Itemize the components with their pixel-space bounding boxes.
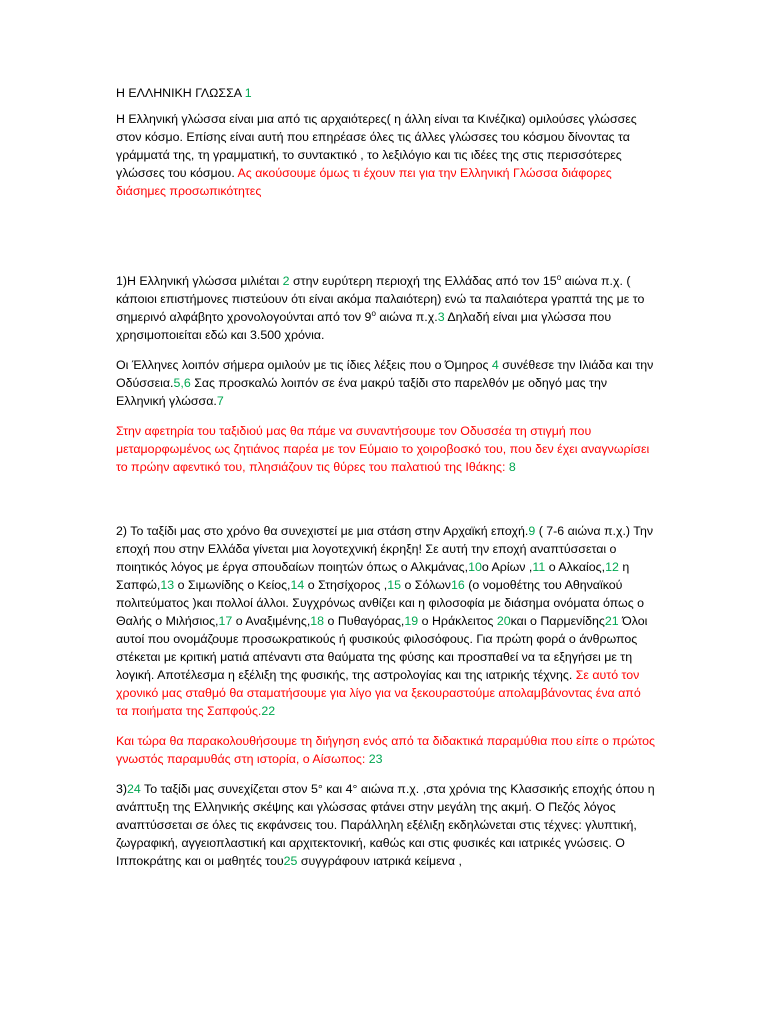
s1-text-a: 1)Η Ελληνική γλώσσα μιλιέται — [116, 274, 280, 288]
document-title — [116, 84, 656, 102]
section1-paragraph2 — [116, 356, 656, 410]
s3-text-c: συγγράφουν ιατρικά κείμενα , — [300, 854, 462, 868]
s1-text-c: αιώνα π.χ. ( κάποιοι επιστήμονες πιστεύουν ότι είναι ακόμα παλαιότερη) ενώ τα παλαιότερα γραπτά της με το σημερινό αλφάβητο χρονολογούνται από τον 9 — [116, 274, 645, 324]
s2-red-text: Σε αυτό τον χρονικό μας σταθμό θα σταματήσουμε για λίγο για να ξεκουραστούμε απολαμβάνοντας ένα από τα ποιήματα της Σαπφούς. — [116, 668, 641, 718]
title-text: Η ΕΛΛΗΝΙΚΗ ΓΛΩΣΣΑ — [116, 86, 242, 100]
ref-21: 21 — [604, 614, 619, 628]
ref-23: 23 — [368, 752, 383, 766]
ref-10: 10 — [468, 560, 482, 574]
s2-text-k: ο Πυθαγόρας, — [327, 614, 405, 628]
document-body — [116, 84, 656, 870]
intro-text: Η Ελληνική γλώσσα είναι μια από τις αρχαιότερες( η άλλη είναι τα Κινέζικα) ομιλούσες γλώσσες στον κόσμο. Επίσης είναι αυτή που επηρέασε όλες τις άλλες γλώσσες του κόσμου δίνοντας τα γράμματά της, τη γραμματική, το συντακτικό , το λεξιλόγιο και τις ιδέες της στις περισσότερες γλώσσες του κόσμου. — [116, 112, 637, 180]
section3-paragraph — [116, 780, 656, 870]
s2-text-h: ο Σόλων — [404, 578, 451, 592]
s2-text-a: 2) Το ταξίδι μας στο χρόνο θα συνεχιστεί με μια στάση στην Αρχαϊκή εποχή. — [116, 524, 529, 538]
section1-paragraph1 — [116, 272, 656, 344]
ref-7: 7 — [216, 394, 224, 408]
s2-text-n: Όλοι αυτοί που ονομάζουμε προσωκρατικούς ή φυσικούς φιλοσόφους. Για πρώτη φορά ο άνθρωπος στέκεται με κριτική ματιά απέναντι στα θαύματα της φύσης και προσπαθεί να τα εξηγήσει με τη λογική. Αποτέλεσμα η εξέλιξη της φυσικής, της αστρολογίας και της ιατρικής τέχνης. — [116, 614, 648, 682]
s3-text-a: 3) — [116, 782, 128, 796]
s2-text-c: ο Αρίων , — [481, 560, 533, 574]
ref-5-6: 5,6 — [173, 376, 191, 390]
section2-paragraph — [116, 522, 656, 720]
ref-15: 15 — [387, 578, 401, 592]
degree-mark: ο — [371, 308, 376, 318]
s1-p2-text-c: Σας προσκαλώ λοιπόν σε ένα μακρύ ταξίδι στο παρελθόν με οδηγό μας την Ελληνική γλώσσα. — [116, 376, 608, 408]
s2-text-m: και ο Παρμενίδης — [510, 614, 605, 628]
s1-p2-text-b: συνέθεσε την Ιλιάδα και την Οδύσσεια. — [116, 358, 654, 390]
ref-4: 4 — [491, 358, 499, 372]
s2-text-b: ( 7-6 αιώνα π.χ.) Την εποχή που στην Ελλάδα γίνεται μια λογοτεχνική έκρηξη! Σε αυτή την εποχή αναπτύσσεται ο ποιητικός λόγος με έργα σπουδαίων ποιητών όπως ο Αλκμάνας, — [116, 524, 654, 574]
intro-paragraph — [116, 110, 656, 200]
ref-13: 13 — [160, 578, 175, 592]
ref-22: 22 — [261, 704, 276, 718]
s2-text-e: η Σαπφώ, — [116, 560, 630, 592]
s2-text-d: ο Αλκαίος, — [548, 560, 606, 574]
s2-text-g: ο Στησίχορος , — [307, 578, 388, 592]
ref-12: 12 — [605, 560, 619, 574]
s2-text-j: ο Αναξιμένης, — [235, 614, 311, 628]
s1-text-b: στην ευρύτερη περιοχή της Ελλάδας από τον 15 — [293, 274, 557, 288]
ref-3: 3 — [437, 310, 445, 324]
section2-highlight — [116, 732, 656, 768]
s2-text-i: (ο νομοθέτης του Αθηναϊκού πολιτεύματος )και πολλοί άλλοι. Συγχρόνως ανθίζει και η φιλοσοφία με διάσημα ονόματα όπως ο Θαλής ο Μιλήσιος, — [116, 578, 645, 628]
s2-text-l: ο Ηράκλειτος — [421, 614, 494, 628]
ref-16: 16 — [450, 578, 465, 592]
ref-19: 19 — [404, 614, 419, 628]
title-ref: 1 — [244, 86, 252, 100]
ref-24: 24 — [127, 782, 141, 796]
s3-text-b: Το ταξίδι μας συνεχίζεται στον 5° και 4° αιώνα π.χ. ,στα χρόνια της Κλασσικής εποχής όπου η ανάπτυξη της Ελληνικής σκέψης και γλώσσας φτάνει στην μεγάλη της ακμή. Ο Πεζός λόγος αναπτύσσεται σε όλες τις εκφάνσεις του. Παράλληλη εξέλιξη εκδηλώνεται στις τέχνες: γλυπτική, ζωγραφική, αγγειοπλαστική και αρχιτεκτονική, καθώς και στις φυσικές και ιατρικές γνώσεις. Ο Ιπποκράτης και οι μαθητές του — [116, 782, 655, 868]
ref-14: 14 — [290, 578, 305, 592]
ref-8: 8 — [508, 460, 516, 474]
ref-2: 2 — [282, 274, 290, 288]
degree-mark: ο — [556, 272, 562, 282]
s1-red-text: Στην αφετηρία του ταξιδιού μας θα πάμε να συναντήσουμε τον Οδυσσέα τη στιγμή που μεταμορφωμένος ως ζητιάνος παρέα με τον Εύμαιο το χοιροβοσκό του, που δεν έχει αναγνωρίσει το πρώην αφεντικό του, πλησιάζουν τις θύρες του παλατιού της Ιθάκης: — [116, 424, 650, 474]
ref-25: 25 — [283, 854, 298, 868]
ref-20: 20 — [496, 614, 511, 628]
s1-text-d: αιώνα π.χ. — [379, 310, 438, 324]
ref-11: 11 — [532, 560, 546, 574]
s2-text-f: ο Σιμωνίδης ο Κείος, — [177, 578, 291, 592]
intro-highlight: Ας ακούσουμε όμως τι έχουν πει για την Ελληνική Γλώσσα διάφορες διάσημες προσωπικότητες — [116, 166, 612, 198]
section1-highlight — [116, 422, 656, 476]
ref-17: 17 — [218, 614, 233, 628]
ref-9: 9 — [528, 524, 536, 538]
ref-18: 18 — [310, 614, 325, 628]
s1-text-e: Δηλαδή είναι μια γλώσσα που χρησιμοποιείται εδώ και 3.500 χρόνια. — [116, 310, 612, 342]
s2-red-text-2: Και τώρα θα παρακολουθήσουμε τη διήγηση ενός από τα διδακτικά παραμύθια που είπε ο πρώτος γνωστός παραμυθάς στη ιστορία, ο Αίσωπος: — [116, 734, 655, 766]
s1-p2-text-a: Οι Έλληνες λοιπόν σήμερα ομιλούν με τις ίδιες λέξεις που ο Όμηρος — [116, 358, 489, 372]
